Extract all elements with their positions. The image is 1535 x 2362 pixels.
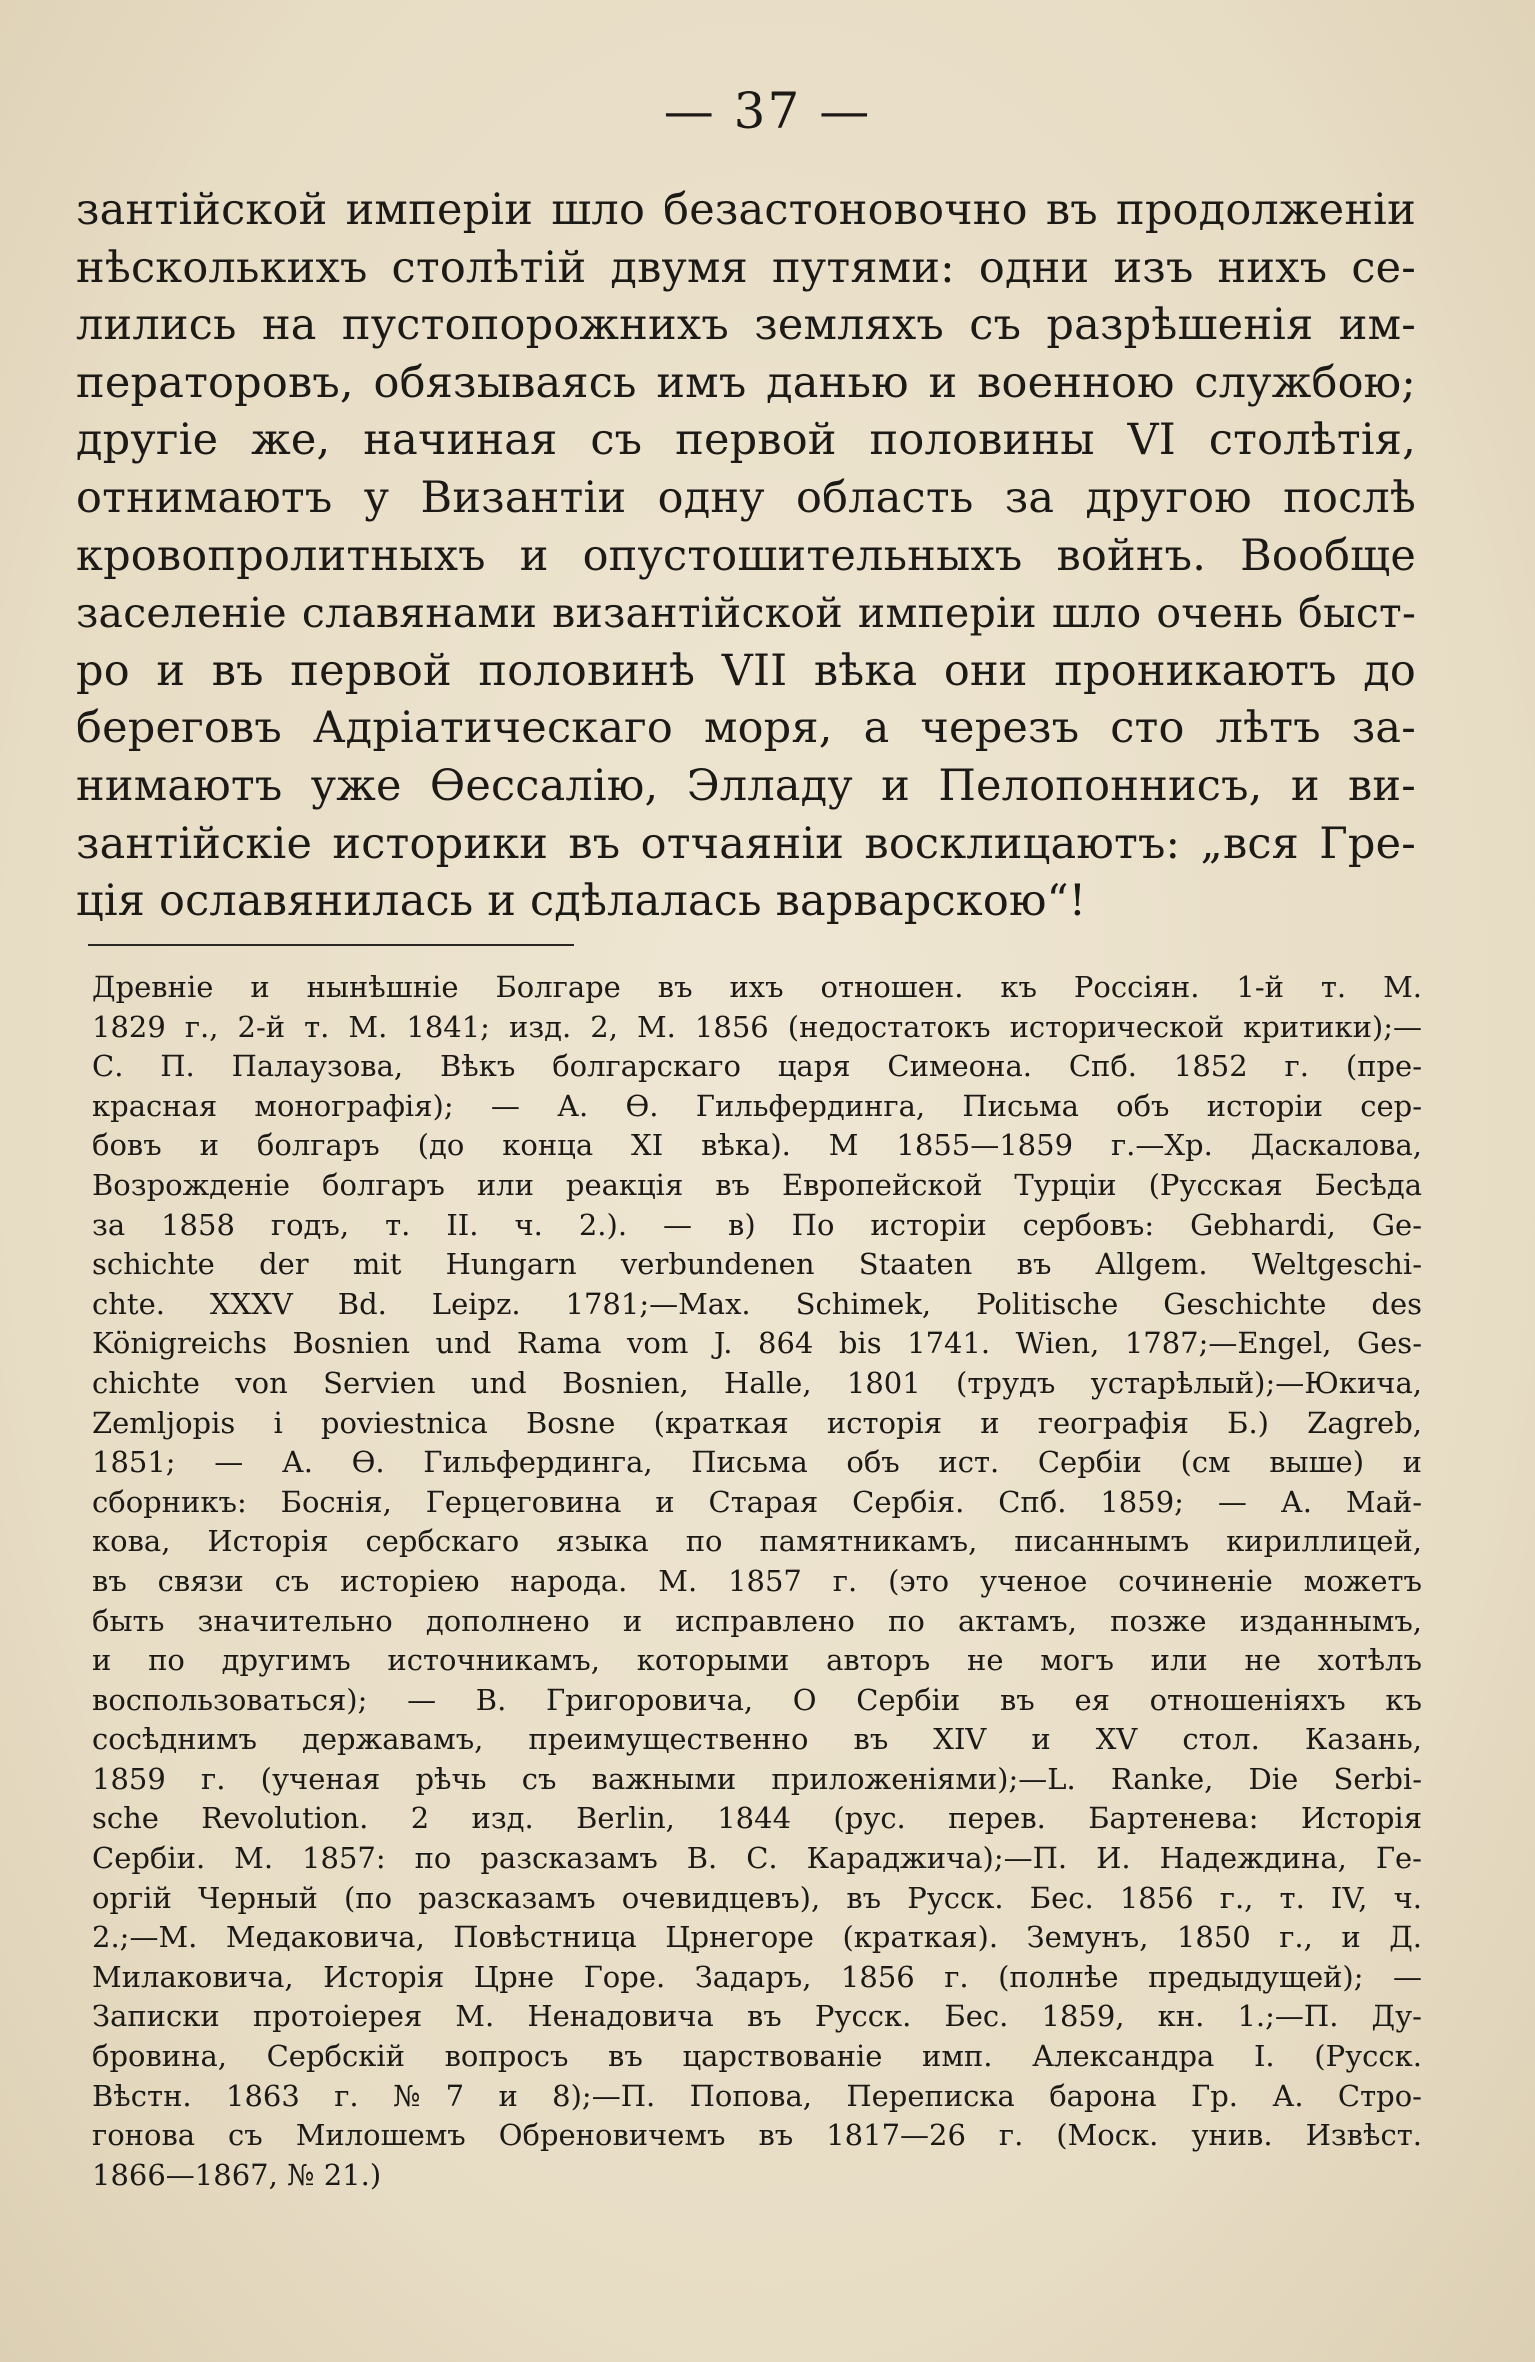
footnote-divider (88, 944, 574, 946)
main-body-text (76, 182, 1416, 931)
footnote-line: Древніе и нынѣшніе Болгаре въ ихъ отношен. къ Россіян. 1-й т. М. (92, 970, 1422, 1004)
footnote-line: chte. XXXV Bd. Leipz. 1781;—Max. Schimek, Politische Geschichte des (92, 1286, 1422, 1321)
footnote-line: С. П. Палаузова, Вѣкъ болгарскаго царя Симеона. Спб. 1852 г. (пре- (92, 1049, 1422, 1084)
footnote-line: оргій Черный (по разсказамъ очевидцевъ), въ Русск. Бес. 1856 г., т. IV, ч. (92, 1880, 1422, 1915)
footnote-line: бровина, Сербскій вопросъ въ царствованіе имп. Александра I. (Русск. (92, 2039, 1422, 2074)
body-line: нѣсколькихъ столѣтій двумя путями: одни изъ нихъ се- (76, 242, 1416, 293)
body-line: ро и въ первой половинѣ VII вѣка они проникаютъ до (76, 645, 1416, 696)
footnote-line: воспользоваться); — В. Григоровича, О Сербіи въ ея отношеніяхъ къ (92, 1682, 1422, 1717)
footnote-line: Милаковича, Исторія Црне Горе. Задаръ, 1856 г. (полнѣе предыдущей); — (92, 1959, 1422, 1994)
footnote-line: Königreichs Bosnien und Rama vom J. 864 bis 1741. Wien, 1787;—Engel, Ges- (92, 1326, 1422, 1361)
footnote-text (92, 968, 1422, 2195)
body-line: заселеніе славянами византійской имперіи шло очень быст- (76, 589, 1416, 638)
footnote-line: гонова съ Милошемъ Обреновичемъ въ 1817—26 г. (Моск. унив. Извѣст. (92, 2118, 1422, 2153)
body-line: отнимаютъ у Византіи одну область за другою послѣ (76, 472, 1416, 523)
footnote-line: schichte der mit Hungarn verbundenen Staaten въ Allgem. Weltgeschi- (92, 1247, 1422, 1282)
body-line: береговъ Адріатическаго моря, а черезъ сто лѣтъ за- (76, 703, 1416, 754)
footnote-line: 1859 г. (ученая рѣчь съ важными приложеніями);—L. Ranke, Die Serbi- (92, 1761, 1422, 1796)
footnote-line: быть значительно дополнено и исправлено по актамъ, позже изданнымъ, (92, 1603, 1422, 1638)
footnote-line: 1866—1867, № 21.) (92, 2157, 382, 2192)
body-line: нимаютъ уже Өессалію, Элладу и Пелопоннисъ, и ви- (76, 760, 1416, 811)
footnote-line: Записки протоіерея М. Ненадовича въ Русск. Бес. 1859, кн. 1.;—П. Ду- (92, 1999, 1422, 2034)
footnote-line: 1829 г., 2-й т. М. 1841; изд. 2, М. 1856 (недостатокъ исторической критики);— (92, 1009, 1422, 1044)
footnote-line: за 1858 годъ, т. II. ч. 2.). — в) По исторіи сербовъ: Gebhardi, Ge- (92, 1207, 1422, 1242)
footnote-line: 2.;—М. Медаковича, Повѣстница Црнегоре (краткая). Земунъ, 1850 г., и Д. (92, 1920, 1422, 1955)
footnote-line: sche Revolution. 2 изд. Berlin, 1844 (рус. перев. Бартенева: Исторія (92, 1801, 1422, 1836)
body-line: зантійскіе историки въ отчаяніи восклицаютъ: „вся Гре- (76, 818, 1416, 869)
body-line: кровопролитныхъ и опустошительныхъ войнъ. Вообще (76, 530, 1416, 581)
page-number: — 37 — (663, 82, 872, 140)
footnote-line: въ связи съ исторіею народа. М. 1857 г. (это ученое сочиненіе можетъ (92, 1563, 1422, 1598)
body-line: ція ославянилась и сдѣлалась варварскою“! (76, 876, 1087, 927)
body-line: лились на пустопорожнихъ земляхъ съ разрѣшенія им- (76, 300, 1416, 351)
footnote-line: chichte von Servien und Bosnien, Halle, 1801 (трудъ устарѣлый);—Юкича, (92, 1365, 1422, 1400)
footnote-line: 1851; — А. Ө. Гильфердинга, Письма объ ист. Сербіи (см выше) и (92, 1445, 1422, 1480)
body-line: другіе же, начиная съ первой половины VI столѣтія, (76, 415, 1416, 466)
footnote-line: бовъ и болгаръ (до конца XI вѣка). М 1855—1859 г.—Хр. Даскалова, (92, 1128, 1422, 1163)
body-line: зантійской имперіи шло безастоновочно въ продолженіи (76, 185, 1416, 235)
footnote-line: Zemljopis i poviestnica Bosne (краткая исторія и географія Б.) Zagreb, (92, 1405, 1422, 1440)
body-line: ператоровъ, обязываясь имъ данью и военною службою; (76, 357, 1416, 408)
footnote-line: Вѣстн. 1863 г. №7 и 8);—П. Попова, Переписка барона Гр. А. Стро- (92, 2078, 1422, 2113)
footnote-line: Возрожденіе болгаръ или реакція въ Европейской Турціи (Русская Бесѣда (92, 1167, 1422, 1202)
footnote-line: кова, Исторія сербскаго языка по памятникамъ, писаннымъ кириллицей, (92, 1524, 1422, 1559)
footnote-line: красная монографія); — А. Ө. Гильфердинга, Письма объ исторіи сер- (92, 1088, 1422, 1123)
footnote-line: сосѣднимъ державамъ, преимущественно въ XIV и XV стол. Казань, (92, 1722, 1422, 1757)
footnote-line: Сербіи. М. 1857: по разсказамъ В. С. Караджича);—П. И. Надеждина, Ге- (92, 1841, 1422, 1876)
footnote-line: и по другимъ источникамъ, которыми авторъ не могъ или не хотѣлъ (92, 1643, 1422, 1678)
footnote-line: сборникъ: Боснія, Герцеговина и Старая Сербія. Спб. 1859; — А. Май- (92, 1484, 1422, 1519)
